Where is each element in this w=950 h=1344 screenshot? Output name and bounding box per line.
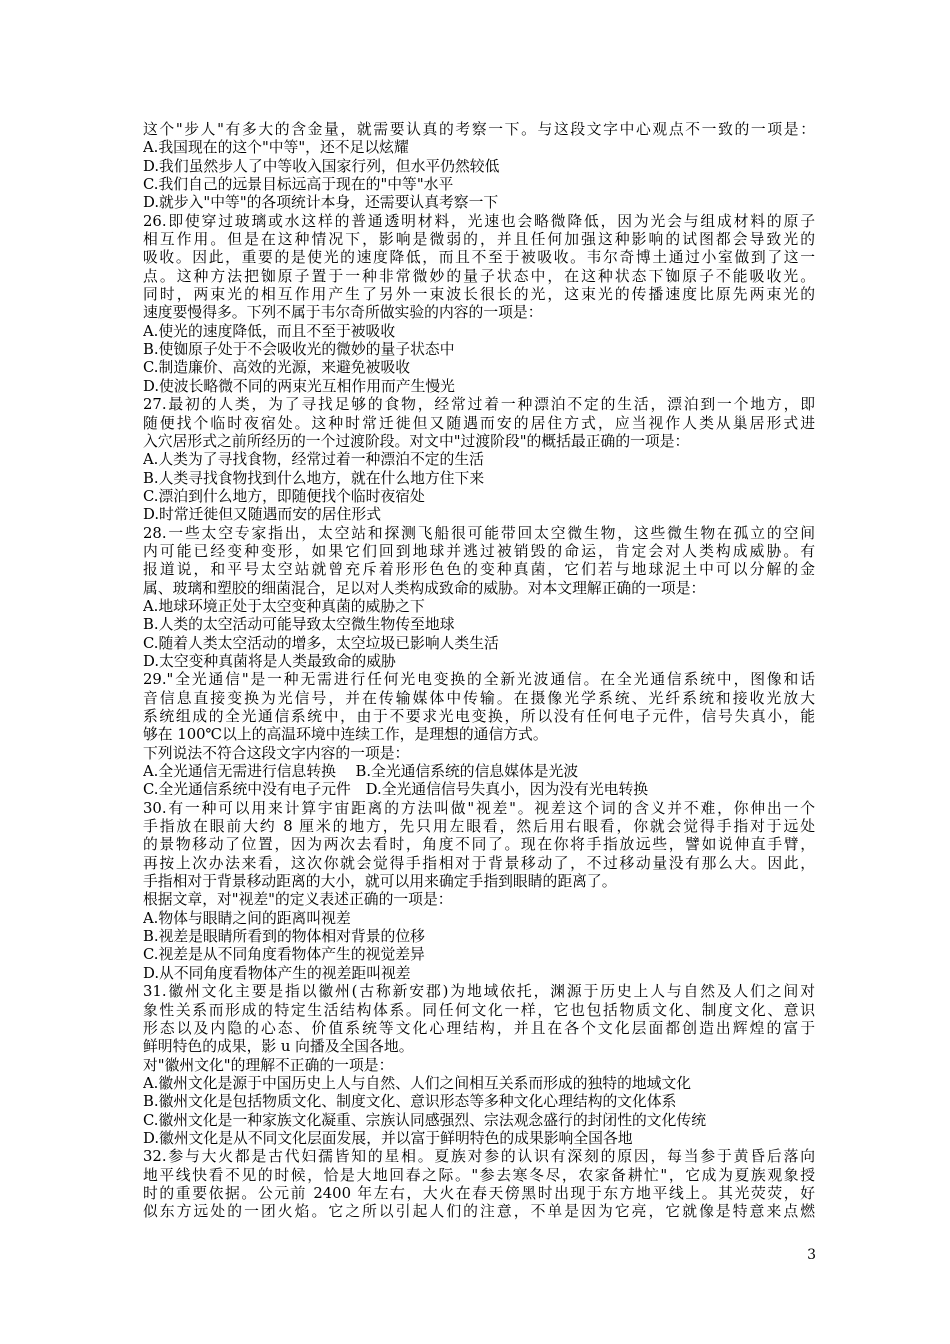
text-line: B.徽州文化是包括物质文化、制度文化、意识形态等多种文化心理结构的文化体系 bbox=[143, 1093, 677, 1111]
text-line: A.地球环境正处于太空变种真菌的威胁之下 bbox=[143, 597, 425, 615]
page-number: 3 bbox=[807, 1247, 816, 1263]
text-line: 手指相对于背景移动距离的大小，就可以用来确定手指到眼睛的距离了。 bbox=[143, 873, 617, 891]
text-line: C.视差是从不同角度看物体产生的视觉差异 bbox=[143, 946, 425, 964]
text-line: D.徽州文化是从不同文化层面发展，并以富于鲜明特色的成果影响全国各地 bbox=[143, 1129, 633, 1147]
text-line: C.漂泊到什么地方，即随便找个临时夜宿处 bbox=[143, 487, 425, 505]
text-line: 29."全光通信"是一种无需进行任何光电变换的全新光波通信。在全光通信系统中，图像和话 bbox=[143, 671, 815, 689]
text-line: 下列说法不符合这段文字内容的一项是： bbox=[143, 744, 410, 762]
text-line: 28.一些太空专家指出，太空站和探测飞船很可能带回太空微生物，这些微生物在孤立的空间 bbox=[143, 524, 815, 542]
text-line: 30.有一种可以用来计算宇宙距离的方法叫做"视差"。视差这个词的含义并不难，你伸出一个 bbox=[143, 799, 815, 817]
text-line: D.太空变种真菌将是人类最致命的威胁 bbox=[143, 652, 396, 670]
text-line: C.随着人类太空活动的增多，太空垃圾已影响人类生活 bbox=[143, 634, 499, 652]
text-line: 似东方远处的一团火焰。它之所以引起人们的注意，不单是因为它亮，它就像是特意来点燃 bbox=[143, 1203, 815, 1221]
text-line: A.人类为了寻找食物，经常过着一种漂泊不定的生活 bbox=[143, 451, 484, 469]
text-line: C.徽州文化是一种家族文化凝重、宗族认同感强烈、宗法观念盛行的封闭性的文化传统 bbox=[143, 1111, 706, 1129]
text-line: 系统组成的全光通信系统中，由于不要求光电变换，所以没有任何电子元件，信号失真小，能 bbox=[143, 708, 815, 725]
text-line: 27.最初的人类，为了寻找足够的食物，经常过着一种漂泊不定的生活，漂泊到一个地方，即 bbox=[143, 396, 815, 414]
text-line: D.就步入"中等"的各项统计本身，还需要认真考察一下 bbox=[143, 194, 499, 212]
text-line: 速度要慢得多。下列不属于韦尔奇所做实验的内容的一项是： bbox=[143, 304, 543, 322]
text-line: 相互作用。但是在这种情况下，影响是微弱的，并且任何加强这种影响的试图都会导致光的 bbox=[143, 231, 815, 249]
text-line: 的景物移动了位置，因为两次去看时，角度不同了。现在你将手指放远些，譬如说伸直手臂， bbox=[143, 836, 815, 854]
text-line: 再按上次办法来看，这次你就会觉得手指相对于背景移动了，不过移动量没有那么大。因此， bbox=[143, 854, 815, 872]
text-line: 音信息直接变换为光信号，并在传输媒体中传输。在摄像光学系统、光纤系统和接收光放大 bbox=[143, 689, 815, 707]
text-line: D.我们虽然步人了中等收入国家行列，但水平仍然较低 bbox=[143, 157, 500, 175]
text-line: B.人类寻找食物找到什么地方，就在什么地方住下来 bbox=[143, 469, 485, 487]
text-line: 32.参与大火都是古代妇孺皆知的星相。夏族对参的认识有深刻的原因，每当参于黄昏后落向 bbox=[143, 1148, 815, 1166]
text-line: A.全光通信无需进行信息转换 B.全光通信系统的信息媒体是光波 bbox=[143, 763, 579, 781]
text-line: D.使波长略微不同的两束光互相作用而产生慢光 bbox=[143, 377, 455, 395]
text-line: 这个"步人"有多大的含金量，就需要认真的考察一下。与这段文字中心观点不一致的一项是： bbox=[143, 121, 815, 138]
text-line: C.我们自己的远景目标远高于现在的"中等"水平 bbox=[143, 176, 454, 194]
text-line: 内可能已经变种变形，如果它们回到地球并逃过被销毁的命运，肯定会对人类构成威胁。有 bbox=[143, 542, 815, 560]
text-line: A.使光的速度降低，而且不至于被吸收 bbox=[143, 322, 396, 340]
text-line: 手指放在眼前大约 8 厘米的地方，先只用左眼看，然后用右眼看，你就会觉得手指对于远处 bbox=[143, 818, 815, 836]
text-line: D.从不同角度看物体产生的视差距叫视差 bbox=[143, 964, 411, 982]
text-line: A.物体与眼睛之间的距离叫视差 bbox=[143, 909, 351, 927]
text-line: 鲜明特色的成果，影 u 向播及全国各地。 bbox=[143, 1038, 414, 1056]
text-line: B.人类的太空活动可能导致太空微生物传至地球 bbox=[143, 616, 455, 634]
text-line: C.制造廉价、高效的光源，来避免被吸收 bbox=[143, 359, 411, 377]
text-line: B.使铷原子处于不会吸收光的微妙的量子状态中 bbox=[143, 341, 455, 359]
text-line: 根据文章，对"视差"的定义表述正确的一项是： bbox=[143, 891, 453, 909]
text-line: A.我国现在的这个"中等"，还不足以炫耀 bbox=[143, 139, 409, 157]
text-line: C.全光通信系统中没有电子元件 D.全光通信信号失真小，因为没有光电转换 bbox=[143, 781, 649, 799]
text-line: 同时，两束光的相互作用产生了另外一束波长很长的光，这束光的传播速度比原先两束光的 bbox=[143, 286, 815, 304]
text-line: D.时常迁徙但又随遇而安的居住形式 bbox=[143, 506, 381, 524]
text-line: B.视差是眼睛所看到的物体相对背景的位移 bbox=[143, 928, 425, 946]
text-line: 点。这种方法把铷原子置于一种非常微妙的量子状态中，在这种状态下铷原子不能吸收光。 bbox=[143, 267, 815, 285]
text-line: 象性关系而形成的特定生活结构体系。同任何文化一样，它也包括物质文化、制度文化、意识 bbox=[143, 1001, 815, 1019]
text-line: 入穴居形式之前所经历的一个过渡阶段。对文中"过渡阶段"的概括最正确的一项是： bbox=[143, 432, 690, 450]
text-line: 随便找个临时夜宿处。这种时常迁徙但又随遇而安的居住方式，应当视作人类从巢居形式进 bbox=[143, 414, 815, 432]
text-line: 吸收。因此，重要的是使光的速度降低，而且不至于被吸收。韦尔奇博土通过小室做到了这一 bbox=[143, 249, 815, 267]
text-line: 26.即使穿过玻璃或水这样的普通透明材料，光速也会略微降低，因为光会与组成材料的原子 bbox=[143, 212, 815, 230]
text-line: 属、玻璃和塑胶的细菌混合，足以对人类构成致命的威胁。对本文理解正确的一项是： bbox=[143, 579, 706, 597]
text-line: 时的重要依据。公元前 2400 年左右，大火在春天傍黑时出现于东方地平线上。其光荧荧，好 bbox=[143, 1184, 815, 1202]
text-line: 报道说，和平号太空站就曾充斥着形形色色的变种真菌，它们若与地球泥土中可以分解的金 bbox=[143, 561, 815, 579]
text-line: 够在 100℃以上的高温环境中连续工作，是理想的通信方式。 bbox=[143, 726, 548, 744]
text-line: 31.徽州文化主要是指以徽州(古称新安郡)为地域依托，渊源于历史上人与自然及人们之间对 bbox=[143, 983, 815, 1001]
text-line: 形态以及内隐的心态、价值系统等文化心理结构，并且在各个文化层面都创造出辉煌的富于 bbox=[143, 1019, 815, 1037]
text-line: A.徽州文化是源于中国历史上人与自然、人们之间相互关系而形成的独特的地域文化 bbox=[143, 1074, 692, 1092]
document-body bbox=[143, 121, 815, 1222]
text-line: 地平线快看不见的时候，恰是大地回春之际。"参去寒冬尽，农家备耕忙"，它成为夏族观象授 bbox=[143, 1166, 815, 1184]
text-line: 对"徽州文化"的理解不正确的一项是： bbox=[143, 1056, 394, 1074]
